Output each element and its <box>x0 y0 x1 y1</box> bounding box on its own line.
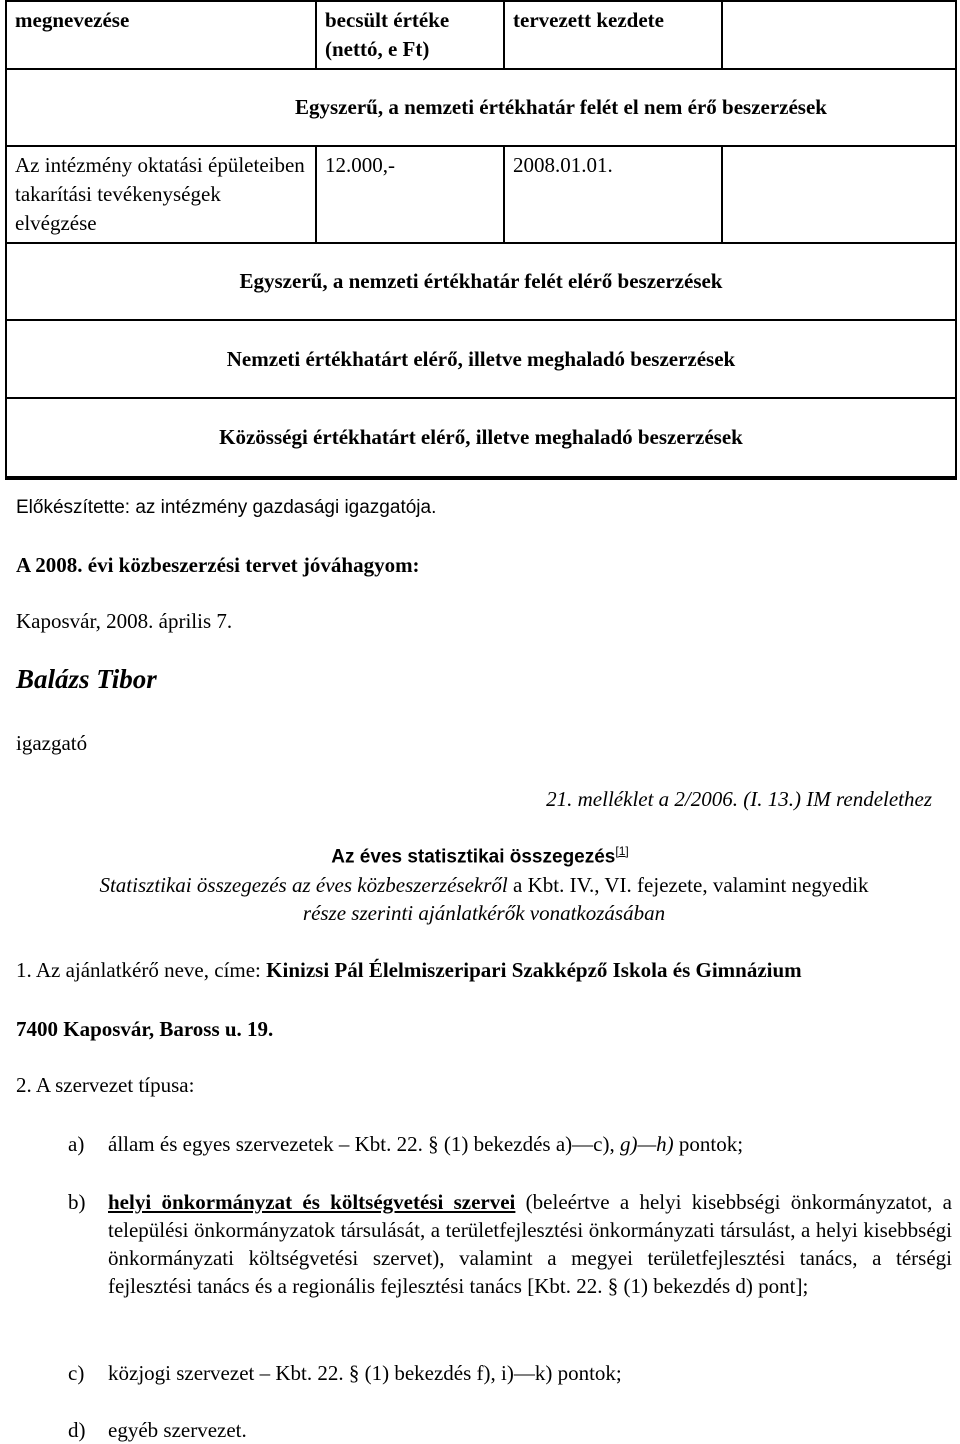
option-b-underlined: helyi önkormányzat és költségvetési szervei <box>108 1190 516 1214</box>
option-d-marker: d) <box>68 1418 86 1442</box>
signature-name: Balázs Tibor <box>16 664 157 694</box>
option-b-text: (beleértve a helyi kisebbségi önkormányzatot, a települési önkormányzatok társulását, a területfejlesztési önkormányzati társulást, a helyi kisebbségi önkormányzati költségvetési szervet), valamint a megyei területfejlesztési tanács, a térségi fejlesztési tanács és a regionális fejlesztési tanács [Kbt. 22. § (1) bekezdés d) pont]; <box>108 1190 953 1298</box>
signature-title: igazgató <box>16 731 88 755</box>
item-empty-cell <box>722 146 956 243</box>
option-a-tail: pontok; <box>678 1132 744 1156</box>
annex-reference: 21. melléklet a 2/2006. (I. 13.) IM rendelethez <box>546 787 932 811</box>
item1-label: 1. Az ajánlatkérő neve, címe: <box>16 958 261 982</box>
option-a-text: állam és egyes szervezetek – Kbt. 22. § (1) bekezdés a)—c), <box>108 1132 615 1156</box>
section-row <box>6 320 956 398</box>
col-header-empty <box>722 1 956 69</box>
option-a <box>68 1130 743 1158</box>
option-b-body <box>108 1188 952 1300</box>
option-d <box>68 1416 247 1444</box>
subtitle-italic: Statisztikai összegezés az éves közbeszerzésekről <box>99 873 508 897</box>
option-c-text: közjogi szervezet – Kbt. 22. § (1) bekezdés f), i)—k) pontok; <box>108 1361 622 1385</box>
section-row <box>6 243 956 320</box>
option-a-marker: a) <box>68 1132 85 1156</box>
option-b <box>68 1188 952 1300</box>
section-title-1: Egyszerű, a nemzeti értékhatár felét el nem érő beszerzések <box>6 69 956 146</box>
section-row <box>6 398 956 478</box>
col-header-value: becsült értéke (nettó, e Ft) <box>316 1 504 69</box>
approval-line: A 2008. évi közbeszerzési tervet jóváhagyom: <box>16 553 420 577</box>
item-start-cell: 2008.01.01. <box>504 146 722 243</box>
table-row <box>6 146 956 243</box>
summary-heading <box>0 844 960 868</box>
item-name-cell: Az intézmény oktatási épületeiben takarítási tevékenységek elvégzése <box>6 146 316 243</box>
section-title-4: Közösségi értékhatárt elérő, illetve meghaladó beszerzések <box>6 398 956 478</box>
procurement-table <box>5 0 957 480</box>
section-title-3: Nemzeti értékhatárt elérő, illetve meghaladó beszerzések <box>6 320 956 398</box>
organization-name: Kinizsi Pál Élelmiszeripari Szakképző Iskola és Gimnázium <box>266 958 802 982</box>
summary-subtitle <box>0 871 960 927</box>
footnote-link[interactable]: [1] <box>615 844 629 858</box>
organization-address: 7400 Kaposvár, Baross u. 19. <box>16 1017 274 1041</box>
subtitle-plain: a Kbt. IV., VI. fejezete, valamint negyedik <box>513 873 869 897</box>
item2-label: 2. A szervezet típusa: <box>16 1073 195 1097</box>
table-header-row <box>6 1 956 69</box>
option-a-italic: g)—h) <box>619 1132 674 1156</box>
section-row <box>6 69 956 146</box>
option-b-marker: b) <box>68 1190 86 1214</box>
col-header-name: megnevezése <box>6 1 316 69</box>
option-d-text: egyéb szervezet. <box>108 1418 247 1442</box>
summary-title: Az éves statisztikai összegezés <box>331 846 616 868</box>
section-title-2: Egyszerű, a nemzeti értékhatár felét elérő beszerzések <box>6 243 956 320</box>
option-c-marker: c) <box>68 1361 85 1385</box>
item1-line <box>16 958 802 983</box>
col-header-start: tervezett kezdete <box>504 1 722 69</box>
item-value-cell: 12.000,- <box>316 146 504 243</box>
prepared-by: Előkészítette: az intézmény gazdasági igazgatója. <box>16 497 437 518</box>
place-date: Kaposvár, 2008. április 7. <box>16 609 233 633</box>
option-c <box>68 1359 622 1387</box>
subtitle-line2: része szerinti ajánlatkérők vonatkozásában <box>302 901 666 925</box>
